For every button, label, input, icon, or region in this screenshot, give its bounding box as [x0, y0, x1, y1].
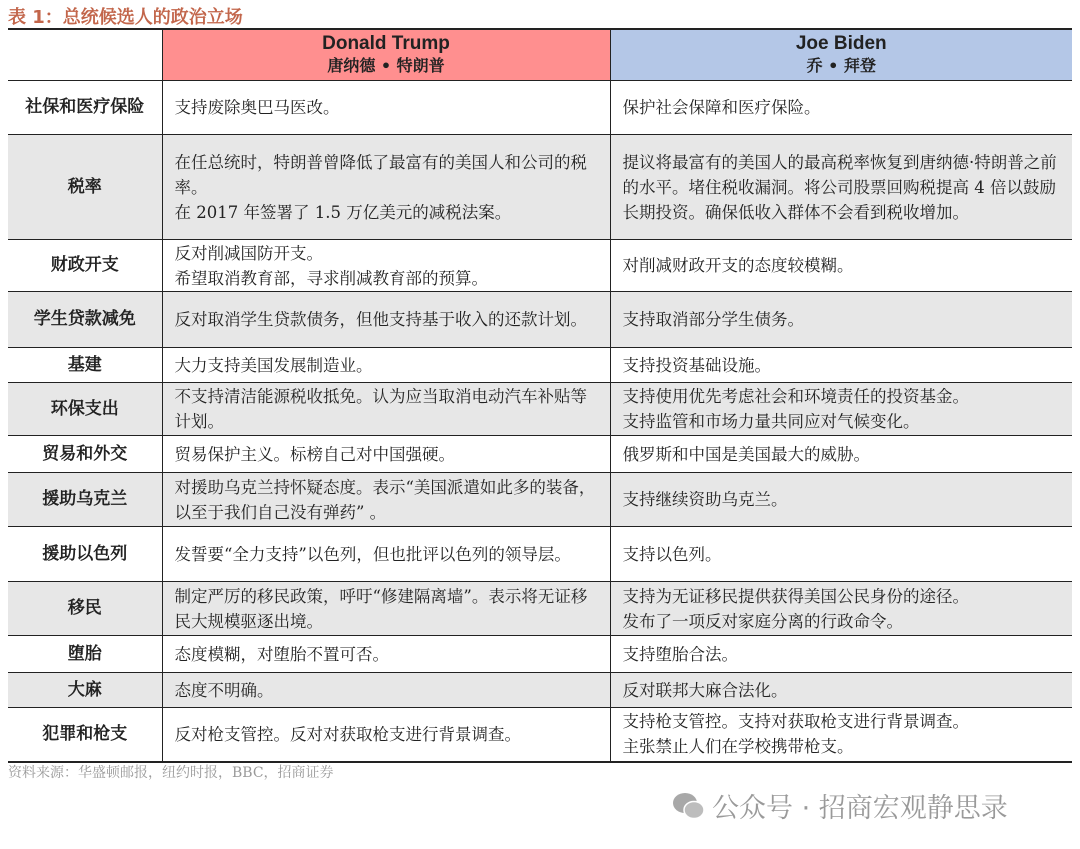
trump-position-text: 反对枪支管控。反对对获取枪支进行背景调查。 — [174, 724, 521, 744]
trump-position-text: 发誓要“全力支持”以色列，但也批评以色列的领导层。 — [174, 544, 571, 564]
biden-position-text: 反对联邦大麻合法化。 — [622, 680, 788, 700]
trump-position-text: 态度模糊，对堕胎不置可否。 — [174, 644, 389, 664]
trump-position-text: 不支持清洁能源税收抵免。认为应当取消电动汽车补贴等计划。 — [174, 387, 587, 431]
biden-position-cell — [610, 240, 1072, 292]
biden-position-text: 支持继续资助乌克兰。 — [622, 490, 788, 509]
table-row — [8, 582, 1072, 636]
trump-position-cell — [162, 673, 610, 708]
biden-position-text: 支持枪支管控。支持对获取枪支进行背景调查。 — [622, 712, 969, 732]
table-row — [8, 473, 1072, 527]
biden-position-text: 支持投资基础设施。 — [622, 355, 771, 375]
trump-name-cn: 唐纳德 • 特朗普 — [327, 56, 445, 75]
biden-position-text: 保护社会保障和医疗保险。 — [622, 98, 821, 117]
header-biden — [610, 29, 1072, 81]
table-header-row — [8, 29, 1072, 81]
biden-position-text: 支持堕胎合法。 — [622, 644, 738, 664]
topic-cell: 大麻 — [8, 673, 162, 708]
trump-position-text: 态度不明确。 — [174, 680, 274, 700]
header-topic-cell — [8, 29, 162, 81]
trump-position-cell — [162, 636, 610, 673]
table-row — [8, 292, 1072, 348]
header-trump — [162, 29, 610, 81]
topic-cell: 犯罪和枪支 — [8, 708, 162, 762]
table-row — [8, 436, 1072, 473]
topic-cell: 援助以色列 — [8, 527, 162, 582]
biden-position-cell — [610, 673, 1072, 708]
topic-cell: 堕胎 — [8, 636, 162, 673]
topic-cell: 援助乌克兰 — [8, 473, 162, 527]
table-row — [8, 348, 1072, 383]
trump-name-en: Donald Trump — [322, 33, 450, 54]
table-title: 表 1：总统候选人的政治立场 — [8, 7, 243, 28]
biden-position-text: 支持取消部分学生债务。 — [622, 310, 804, 329]
trump-position-text: 贸易保护主义。标榜自己对中国强硬。 — [174, 444, 455, 464]
trump-position-text: 在 2017 年签署了 1.5 万亿美元的减税法案。 — [174, 202, 512, 222]
trump-position-cell — [162, 135, 610, 240]
topic-cell: 财政开支 — [8, 240, 162, 292]
biden-position-cell — [610, 582, 1072, 636]
biden-name-cn: 乔 • 拜登 — [806, 56, 876, 75]
trump-position-text: 反对削减国防开支。 — [174, 243, 323, 263]
topic-cell: 基建 — [8, 348, 162, 383]
trump-position-text: 在任总统时，特朗普曾降低了最富有的美国人和公司的税率。 — [174, 152, 587, 197]
biden-position-text: 俄罗斯和中国是美国最大的威胁。 — [622, 444, 870, 464]
biden-position-text: 主张禁止人们在学校携带枪支。 — [622, 737, 854, 757]
biden-position-cell — [610, 292, 1072, 348]
biden-position-cell — [610, 708, 1072, 762]
trump-position-cell — [162, 348, 610, 383]
trump-position-text: 大力支持美国发展制造业。 — [174, 355, 373, 375]
biden-position-text: 支持为无证移民提供获得美国公民身份的途径。 — [622, 586, 969, 606]
biden-position-cell — [610, 135, 1072, 240]
topic-cell: 税率 — [8, 135, 162, 240]
biden-position-cell — [610, 383, 1072, 436]
trump-position-cell — [162, 708, 610, 762]
topic-cell: 移民 — [8, 582, 162, 636]
biden-position-cell — [610, 527, 1072, 582]
trump-position-text: 反对取消学生贷款债务，但他支持基于收入的还款计划。 — [174, 310, 587, 329]
biden-position-text: 对削减财政开支的态度较模糊。 — [622, 256, 854, 275]
table-row — [8, 673, 1072, 708]
biden-position-text: 支持以色列。 — [622, 544, 722, 564]
topic-cell: 贸易和外交 — [8, 436, 162, 473]
topic-cell: 学生贷款减免 — [8, 292, 162, 348]
biden-position-cell — [610, 348, 1072, 383]
table-row — [8, 135, 1072, 240]
wechat-icon — [672, 791, 706, 821]
biden-name-en: Joe Biden — [795, 33, 887, 54]
table-row — [8, 527, 1072, 582]
trump-position-cell — [162, 383, 610, 436]
table-row — [8, 636, 1072, 673]
trump-position-cell — [162, 81, 610, 135]
table-row — [8, 708, 1072, 762]
trump-position-cell — [162, 292, 610, 348]
trump-position-text: 对援助乌克兰持怀疑态度。表示“美国派遣如此多的装备，以至于我们自己没有弹药” 。 — [174, 477, 596, 522]
trump-position-cell — [162, 527, 610, 582]
watermark — [672, 786, 1008, 825]
table-row — [8, 81, 1072, 135]
trump-position-cell — [162, 473, 610, 527]
biden-position-cell — [610, 436, 1072, 473]
candidates-positions-table — [8, 28, 1072, 763]
biden-position-text: 支持使用优先考虑社会和环境责任的投资基金。 — [622, 387, 969, 406]
biden-position-text: 发布了一项反对家庭分离的行政命令。 — [622, 611, 903, 631]
biden-position-cell — [610, 473, 1072, 527]
trump-position-text: 希望取消教育部，寻求削减教育部的预算。 — [174, 268, 488, 288]
topic-cell: 社保和医疗保险 — [8, 81, 162, 135]
biden-position-cell — [610, 81, 1072, 135]
source-note: 资料来源：华盛顿邮报，纽约时报，BBC，招商证券 — [8, 765, 334, 781]
biden-position-text: 支持监管和市场力量共同应对气候变化。 — [622, 412, 920, 431]
trump-position-text: 支持废除奥巴马医改。 — [174, 98, 340, 117]
table-row — [8, 383, 1072, 436]
biden-position-cell — [610, 636, 1072, 673]
table-row — [8, 240, 1072, 292]
trump-position-cell — [162, 436, 610, 473]
trump-position-cell — [162, 582, 610, 636]
topic-cell: 环保支出 — [8, 383, 162, 436]
trump-position-text: 制定严厉的移民政策，呼吁“修建隔离墙”。表示将无证移民大规模驱逐出境。 — [174, 586, 588, 631]
watermark-text: 公众号 · 招商宏观静思录 — [712, 793, 1008, 824]
trump-position-cell — [162, 240, 610, 292]
biden-position-text: 提议将最富有的美国人的最高税率恢复到唐纳德·特朗普之前的水平。堵住税收漏洞。将公司股票回购税提高 4 倍以鼓励长期投资。确保低收入群体不会看到税收增加。 — [622, 152, 1057, 222]
